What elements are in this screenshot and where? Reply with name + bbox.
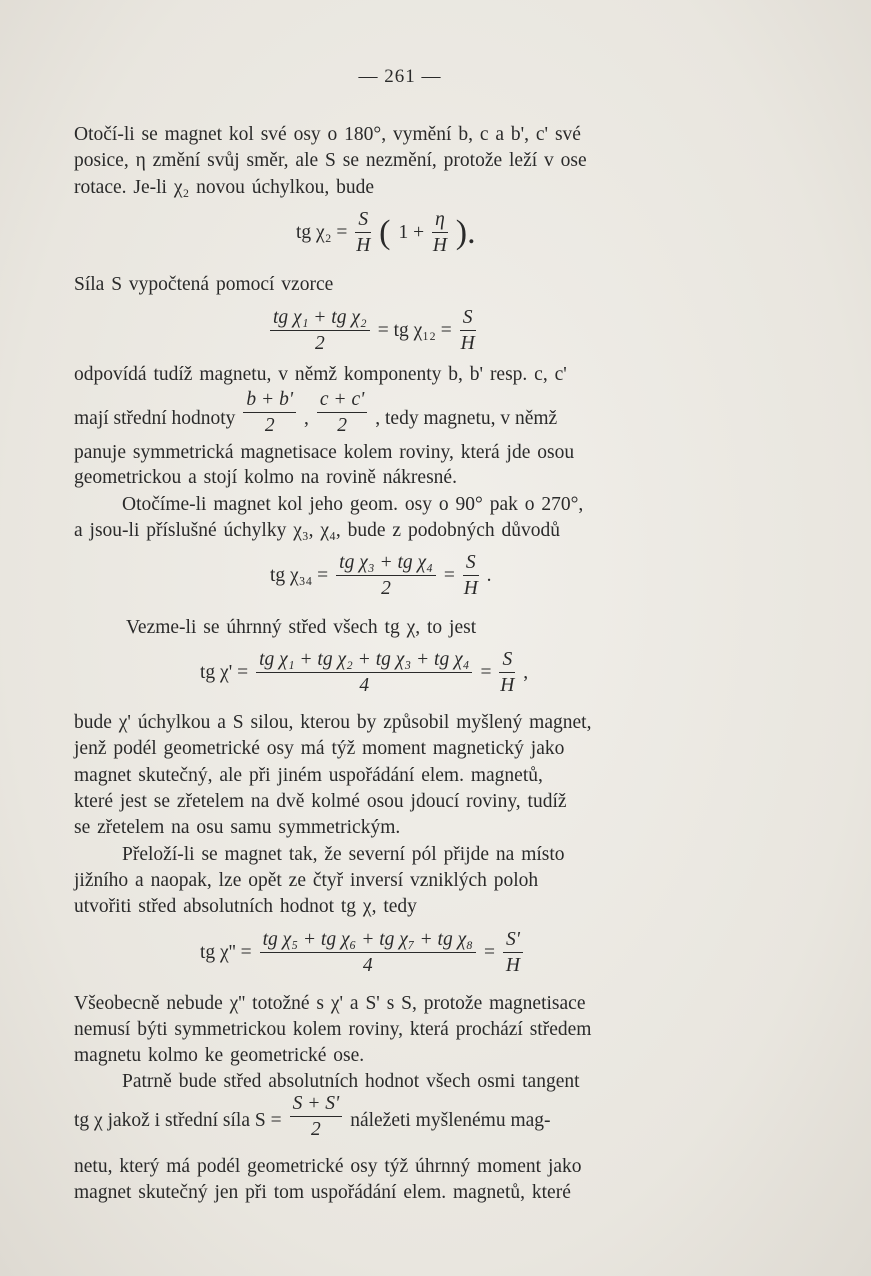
text-line: Přeloží-li se magnet tak, že severní pól přijde na místo bbox=[122, 844, 565, 865]
text-fragment: náležeti myšlenému mag- bbox=[350, 1109, 551, 1131]
fraction-numerator: tg χ₅ + tg χ₆ + tg χ₇ + tg χ₈ bbox=[260, 930, 476, 953]
text-fragment: mají střední hodnoty bbox=[74, 407, 236, 429]
fraction bbox=[460, 308, 476, 353]
formula-tg-chi34 bbox=[270, 553, 492, 598]
text-fragment: tg χ jakož i střední síla S = bbox=[74, 1109, 282, 1131]
fraction-denominator: 2 bbox=[311, 1118, 321, 1140]
equals: = bbox=[480, 661, 492, 683]
comma: , bbox=[304, 407, 309, 429]
fraction-denominator: 2 bbox=[381, 577, 391, 599]
text-line: se zřetelem na osu samu symmetrickým. bbox=[74, 817, 401, 838]
fraction bbox=[243, 390, 296, 435]
fraction-denominator: H bbox=[505, 954, 520, 976]
formula-lhs: tg χ' = bbox=[200, 661, 249, 683]
formula-lhs: tg χ₂ = bbox=[296, 221, 348, 243]
fraction-denominator: H bbox=[356, 234, 371, 256]
fraction-numerator: tg χ₁ + tg χ₂ + tg χ₃ + tg χ₄ bbox=[256, 650, 472, 673]
fraction-denominator: H bbox=[463, 577, 478, 599]
text-line: a jsou-li příslušné úchylky χ₃, χ₄, bude z podobných důvodů bbox=[74, 520, 560, 541]
fraction-denominator: 2 bbox=[314, 332, 325, 354]
formula-middle: = tg χ₁₂ = bbox=[377, 319, 452, 341]
fraction bbox=[256, 650, 472, 695]
fraction bbox=[463, 553, 479, 598]
text-line: posice, η změní svůj směr, ale S se nezmění, protože leží v ose bbox=[74, 150, 587, 171]
fraction-numerator: S bbox=[460, 308, 476, 331]
text-line: Síla S vypočtená pomocí vzorce bbox=[74, 274, 334, 295]
fraction-numerator: tg χ₁ + tg χ₂ bbox=[270, 308, 370, 331]
fraction-numerator: S bbox=[355, 210, 371, 233]
paren-open: ( bbox=[379, 213, 391, 251]
fraction bbox=[270, 308, 370, 353]
formula-tg-chi-double-prime bbox=[200, 930, 523, 975]
equals: = bbox=[483, 941, 495, 963]
fraction-denominator: 4 bbox=[359, 674, 370, 696]
text-line: Otočí-li se magnet kol své osy o 180°, vymění b, c a b', c' své bbox=[74, 124, 581, 145]
text-line: jenž podél geometrické osy má týž moment magnetický jako bbox=[74, 738, 565, 759]
text-line: Všeobecně nebude χ'' totožné s χ' a S' s S, protože magnetisace bbox=[74, 993, 586, 1014]
text-line: magnet skutečný jen při tom uspořádání elem. magnetů, které bbox=[74, 1182, 571, 1203]
fraction bbox=[260, 930, 476, 975]
paren-close: ). bbox=[455, 213, 476, 251]
text-line: rotace. Je-li χ₂ novou úchylkou, bude bbox=[74, 177, 375, 198]
text-line: Otočíme-li magnet kol jeho geom. osy o 90° pak o 270°, bbox=[122, 494, 584, 515]
fraction-numerator: S + S' bbox=[290, 1094, 343, 1117]
text-line: magnetu kolmo ke geometrické ose. bbox=[74, 1045, 365, 1066]
fraction-numerator: c + c' bbox=[317, 390, 367, 413]
text-line: jižního a naopak, lze opět ze čtyř inversí vzniklých poloh bbox=[74, 870, 539, 891]
text-line: geometrickou a stojí kolmo na rovině nákresné. bbox=[74, 467, 457, 488]
fraction bbox=[290, 1094, 343, 1139]
text-line: utvořiti střed absolutních hodnot tg χ, tedy bbox=[74, 896, 417, 917]
formula-lhs: tg χ'' = bbox=[200, 941, 252, 963]
fraction-numerator: b + b' bbox=[243, 390, 296, 413]
fraction-denominator: 2 bbox=[264, 414, 275, 436]
formula-tg-chi2 bbox=[296, 210, 476, 255]
formula-mean-tg bbox=[270, 308, 476, 353]
fraction bbox=[499, 650, 515, 695]
text-line: panuje symmetrická magnetisace kolem roviny, která jde osou bbox=[74, 442, 575, 463]
text-fragment: , tedy magnetu, v němž bbox=[375, 407, 558, 429]
fraction-denominator: H bbox=[460, 332, 475, 354]
fraction-denominator: H bbox=[432, 234, 447, 256]
fraction-numerator: η bbox=[432, 210, 448, 233]
fraction bbox=[432, 210, 448, 255]
fraction bbox=[503, 930, 523, 975]
equals: = bbox=[443, 564, 455, 586]
text-line: netu, který má podél geometrické osy týž úhrnný moment jako bbox=[74, 1156, 582, 1177]
text-line: nemusí býti symmetrickou kolem roviny, která prochází středem bbox=[74, 1019, 592, 1040]
text-line-with-fraction bbox=[74, 1094, 551, 1139]
text-line: odpovídá tudíž magnetu, v němž komponenty b, b' resp. c, c' bbox=[74, 364, 567, 385]
fraction-numerator: S' bbox=[503, 930, 523, 953]
text-line: Vezme-li se úhrnný střed všech tg χ, to jest bbox=[126, 617, 477, 638]
text-line: Patrně bude střed absolutních hodnot všech osmi tangent bbox=[122, 1071, 580, 1092]
fraction-numerator: S bbox=[463, 553, 479, 576]
text-line: které jest se zřetelem na dvě kolmé osou jdoucí roviny, tudíž bbox=[74, 791, 567, 812]
text-line: magnet skutečný, ale při jiném uspořádání elem. magnetů, bbox=[74, 765, 543, 786]
fraction-numerator: S bbox=[499, 650, 515, 673]
formula-term: 1 + bbox=[398, 221, 425, 243]
text-line: bude χ' úchylkou a S silou, kterou by způsobil myšlený magnet, bbox=[74, 712, 592, 733]
fraction bbox=[355, 210, 371, 255]
punctuation: , bbox=[523, 661, 529, 683]
fraction-denominator: H bbox=[500, 674, 515, 696]
fraction-denominator: 4 bbox=[362, 954, 373, 976]
formula-lhs: tg χ₃₄ = bbox=[270, 564, 329, 586]
fraction-numerator: tg χ₃ + tg χ₄ bbox=[336, 553, 436, 576]
fraction-denominator: 2 bbox=[337, 414, 347, 436]
punctuation: . bbox=[486, 564, 492, 586]
page-number: — 261 — bbox=[358, 66, 442, 87]
text-line-with-fractions bbox=[74, 390, 557, 435]
formula-tg-chi-prime bbox=[200, 650, 528, 695]
fraction bbox=[336, 553, 436, 598]
fraction bbox=[317, 390, 367, 435]
